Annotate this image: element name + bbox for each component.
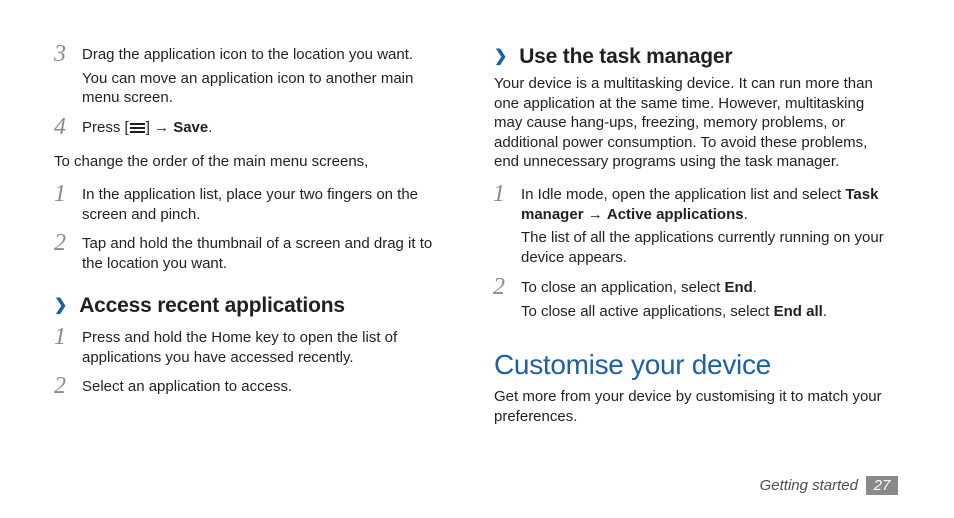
- step-text: Press and hold the Home key to open the list of applications you have accessed recently.: [82, 329, 398, 366]
- step-2: [493, 274, 901, 321]
- step-number: 3: [54, 41, 66, 67]
- step-note: The list of all the applications currently running on your device appears.: [521, 229, 884, 266]
- step-number: 1: [493, 181, 505, 207]
- heading-text: Get more from your device by customising it to match your preferences.: [494, 388, 882, 425]
- step-text-arrow: →: [583, 205, 607, 223]
- section-heading-recent: [54, 293, 345, 321]
- step-text-pre: To close an application, select: [521, 279, 725, 296]
- step-number: 2: [54, 230, 66, 256]
- task-manager-label: Task manager: [521, 186, 879, 223]
- step-note: [521, 302, 901, 322]
- step-text: In the application list, place your two fingers on the screen and pinch.: [82, 186, 419, 223]
- step-text-pre: Press [: [82, 119, 129, 136]
- menu-key-icon: [130, 123, 145, 133]
- step-text: Drag the application icon to the location you want.: [82, 46, 414, 63]
- footer-section-label: Getting started: [759, 477, 858, 494]
- step-text-end: .: [743, 205, 748, 223]
- page-heading: Customise your device: [494, 349, 771, 380]
- note-end: .: [822, 302, 827, 320]
- step-text: [82, 118, 452, 138]
- step-number: 1: [54, 324, 66, 350]
- step-number: 2: [54, 373, 66, 399]
- step-text: Tap and hold the thumbnail of a screen and drag it to the location you want.: [82, 235, 433, 272]
- step-3: [54, 41, 452, 108]
- active-applications-label: Active applications: [606, 205, 744, 223]
- step-number: 2: [493, 274, 505, 300]
- step-1: [493, 181, 901, 267]
- step-text-arrow: ] →: [145, 119, 174, 136]
- step-note: You can move an application icon to another main menu screen.: [82, 69, 414, 106]
- step-text-end: .: [752, 279, 757, 296]
- chevron-icon: ❯: [54, 297, 68, 314]
- step-2: [54, 230, 452, 273]
- end-all-label: End all: [773, 302, 823, 320]
- step-number: 1: [54, 181, 66, 207]
- step-text: [521, 185, 901, 224]
- intro-text: To change the order of the main menu screens,: [54, 153, 369, 170]
- section-title: Use the task manager: [519, 45, 733, 68]
- step-4: [54, 114, 452, 140]
- step-text: [521, 278, 901, 298]
- step-text-pre: In Idle mode, open the application list and select: [521, 186, 846, 203]
- step-text-end: .: [208, 119, 213, 136]
- step-1: [54, 181, 452, 224]
- step-number: 4: [54, 114, 66, 140]
- end-label: End: [724, 279, 753, 296]
- save-label: Save: [173, 119, 209, 136]
- section-title: Access recent applications: [79, 294, 345, 317]
- intro-text: Your device is a multitasking device. It can run more than one application at the same time. However, multitasking may cause hang-ups, freezing, memory problems, or additional power consumption. To avoid these problems, end unnecessary programs using the task manager.: [494, 75, 873, 170]
- step-2: [54, 373, 452, 399]
- page-footer: [760, 476, 898, 495]
- step-text: Select an application to access.: [82, 378, 293, 395]
- step-1: [54, 324, 452, 367]
- note-pre: To close all active applications, select: [521, 302, 774, 320]
- section-heading-task-manager: [494, 44, 732, 72]
- page-number: 27: [866, 476, 898, 495]
- chevron-icon: ❯: [494, 48, 508, 65]
